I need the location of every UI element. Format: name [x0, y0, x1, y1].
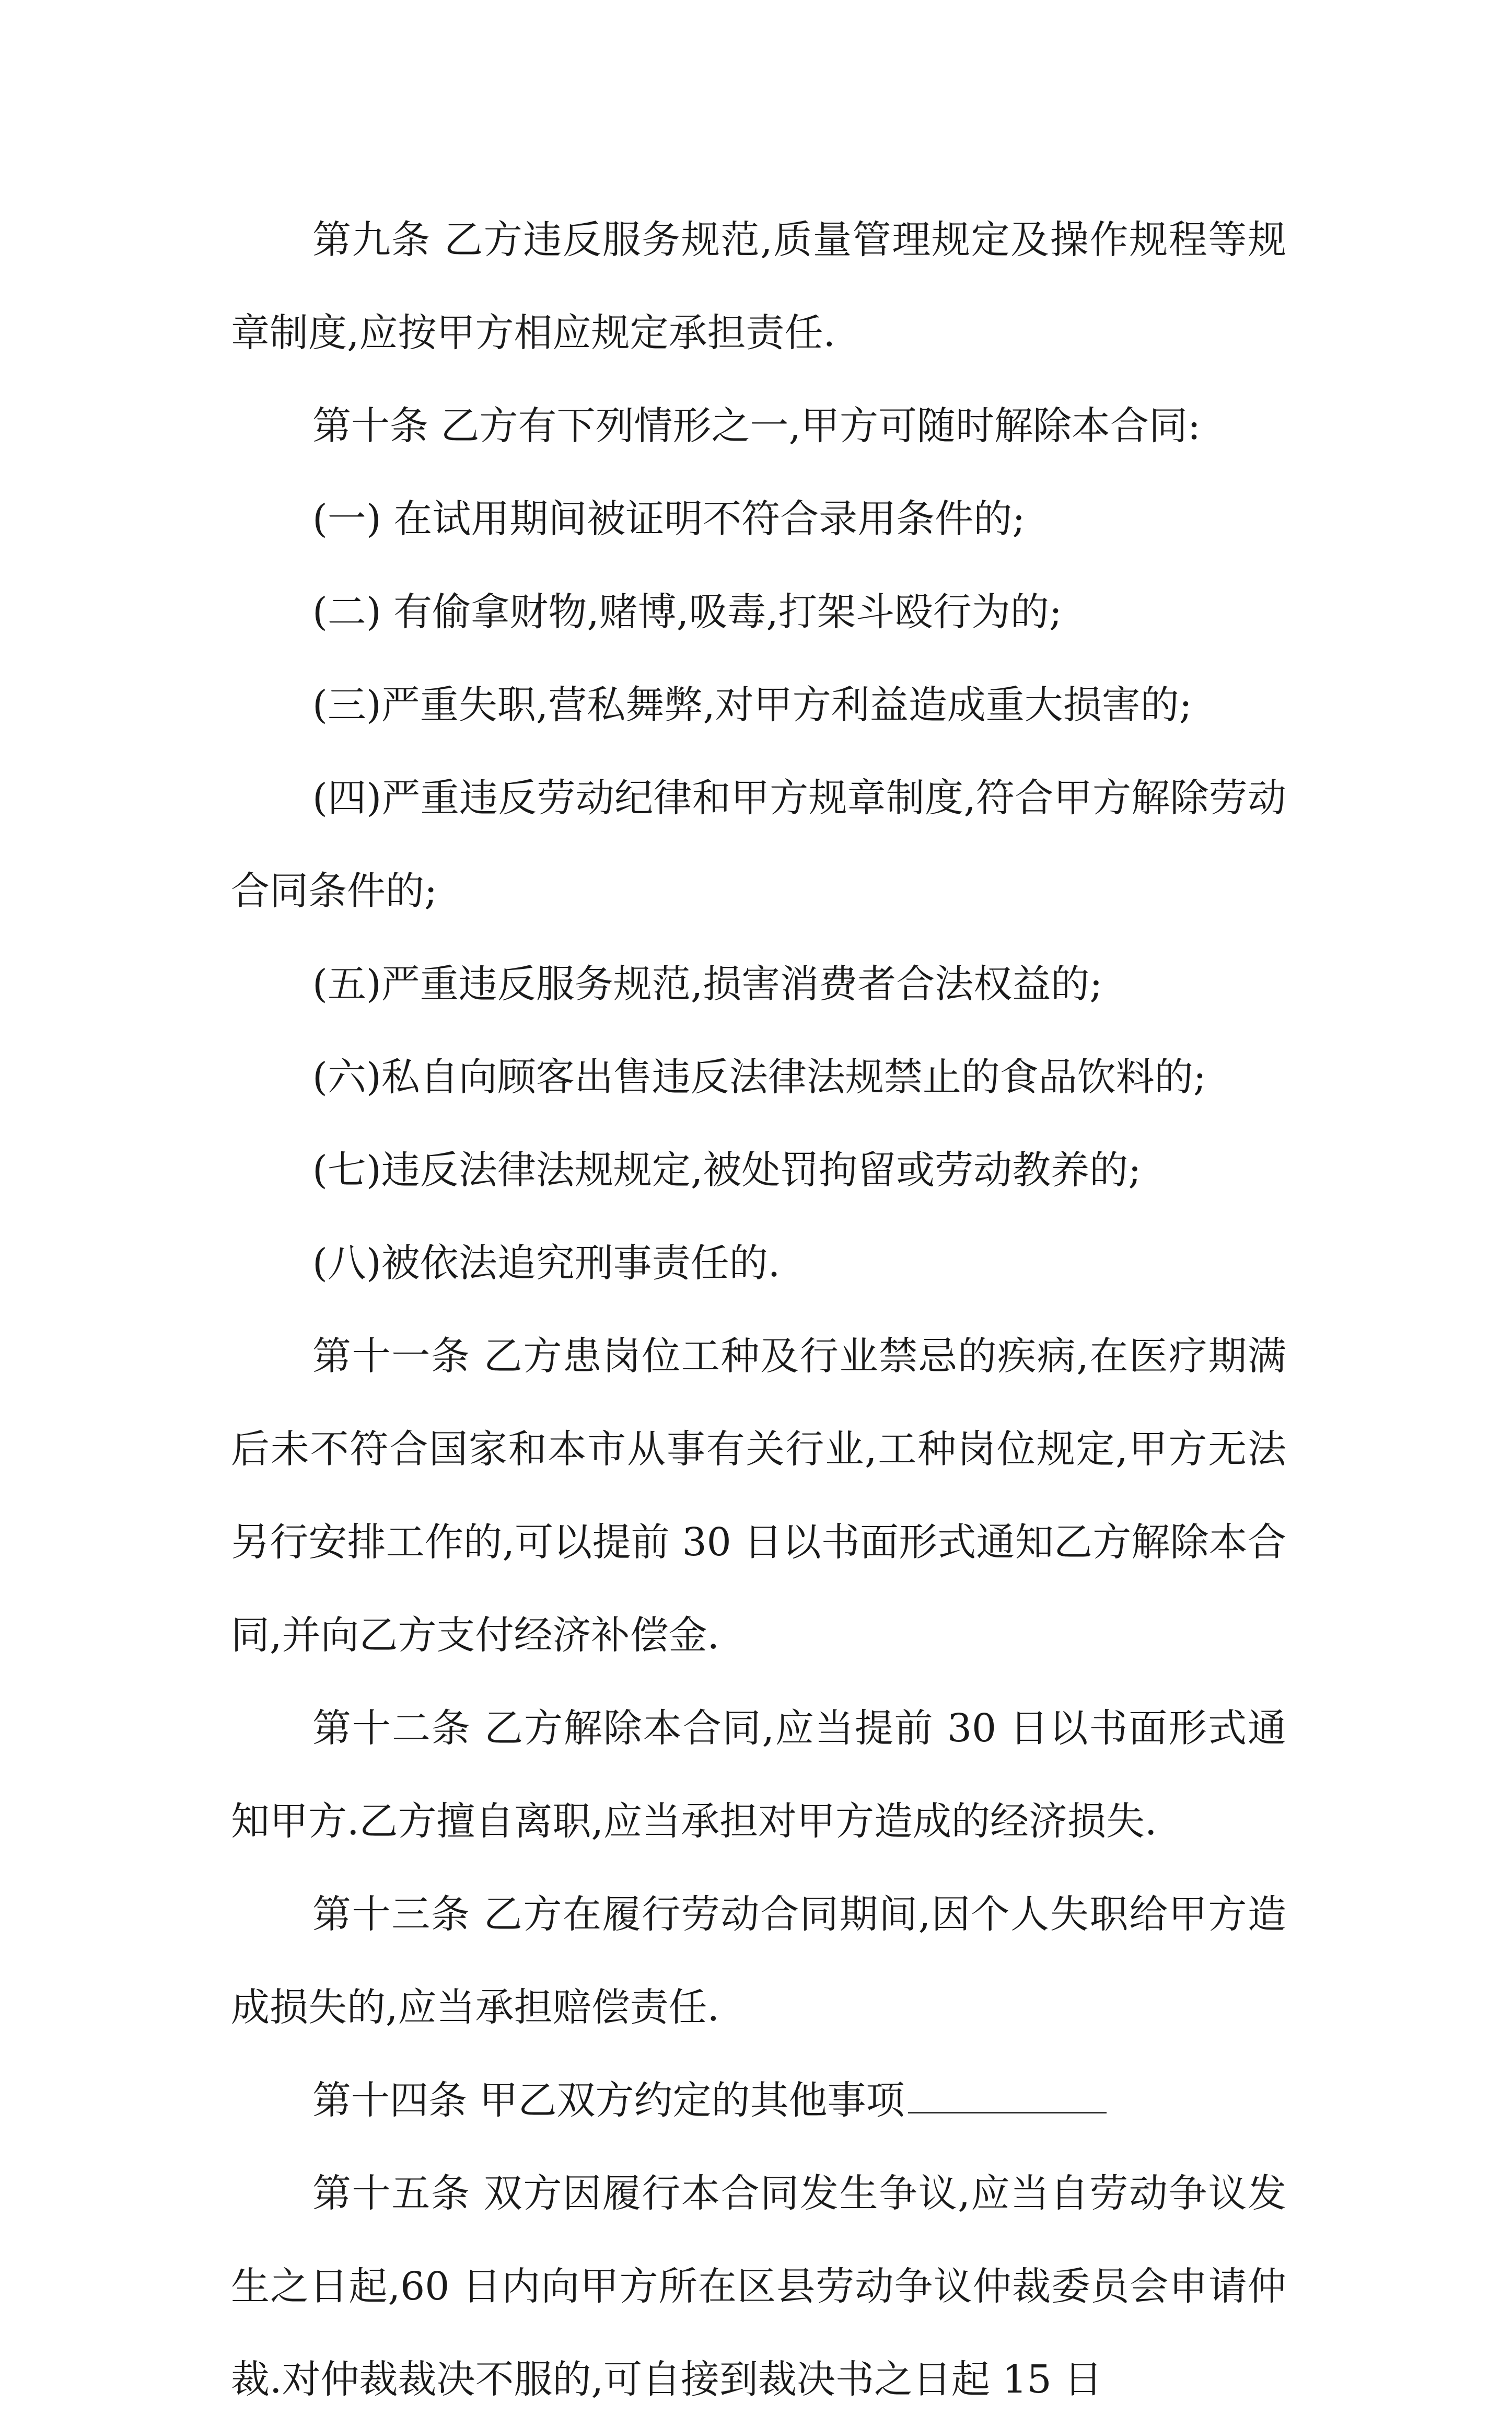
contract-body [231, 193, 1286, 2426]
article-13: 第十三条 乙方在履行劳动合同期间,因个人失职给甲方造成损失的,应当承担赔偿责任. [231, 1892, 1286, 2030]
article-10-item-3: (三)严重失职,营私舞弊,对甲方利益造成重大损害的; [312, 683, 1192, 727]
article-15: 第十五条 双方因履行本合同发生争议,应当自劳动争议发生之日起,60 日内向甲方所在区县劳动争议仲裁委员会申请仲裁.对仲裁裁决不服的,可自接到裁决书之日起 15 日 [231, 2171, 1286, 2402]
article-11: 第十一条 乙方患岗位工种及行业禁忌的疾病,在医疗期满后未不符合国家和本市从事有关行业,工种岗位规定,甲方无法另行安排工作的,可以提前 30 日以书面形式通知乙方解除本合同,并向乙方支付经济补偿金. [231, 1334, 1286, 1658]
article-10-item-2: (二) 有偷拿财物,赌博,吸毒,打架斗殴行为的; [312, 590, 1062, 634]
article-10-item-7: (七)违反法律法规规定,被处罚拘留或劳动教养的; [312, 1148, 1142, 1193]
article-10-item-8: (八)被依法追究刑事责任的. [312, 1241, 781, 1286]
article-10-item-1: (一) 在试用期间被证明不符合录用条件的; [312, 496, 1026, 541]
article-9: 第九条 乙方违反服务规范,质量管理规定及操作规程等规章制度,应按甲方相应规定承担责任. [231, 217, 1286, 355]
article-12: 第十二条 乙方解除本合同,应当提前 30 日以书面形式通知甲方.乙方擅自离职,应当承担对甲方造成的经济损失. [231, 1706, 1286, 1844]
article-10-item-5: (五)严重违反服务规范,损害消费者合法权益的; [312, 962, 1103, 1007]
article-14-text: 第十四条 甲乙双方约定的其他事项 [312, 2078, 905, 2123]
article-10: 第十条 乙方有下列情形之一,甲方可随时解除本合同: [312, 403, 1201, 448]
article-10-item-4: (四)严重违反劳动纪律和甲方规章制度,符合甲方解除劳动合同条件的; [231, 776, 1286, 914]
article-10-item-6: (六)私自向顾客出售违反法律法规禁止的食品饮料的; [312, 1055, 1206, 1100]
fill-in-blank [908, 2081, 1107, 2113]
article-14 [231, 2054, 1286, 2147]
